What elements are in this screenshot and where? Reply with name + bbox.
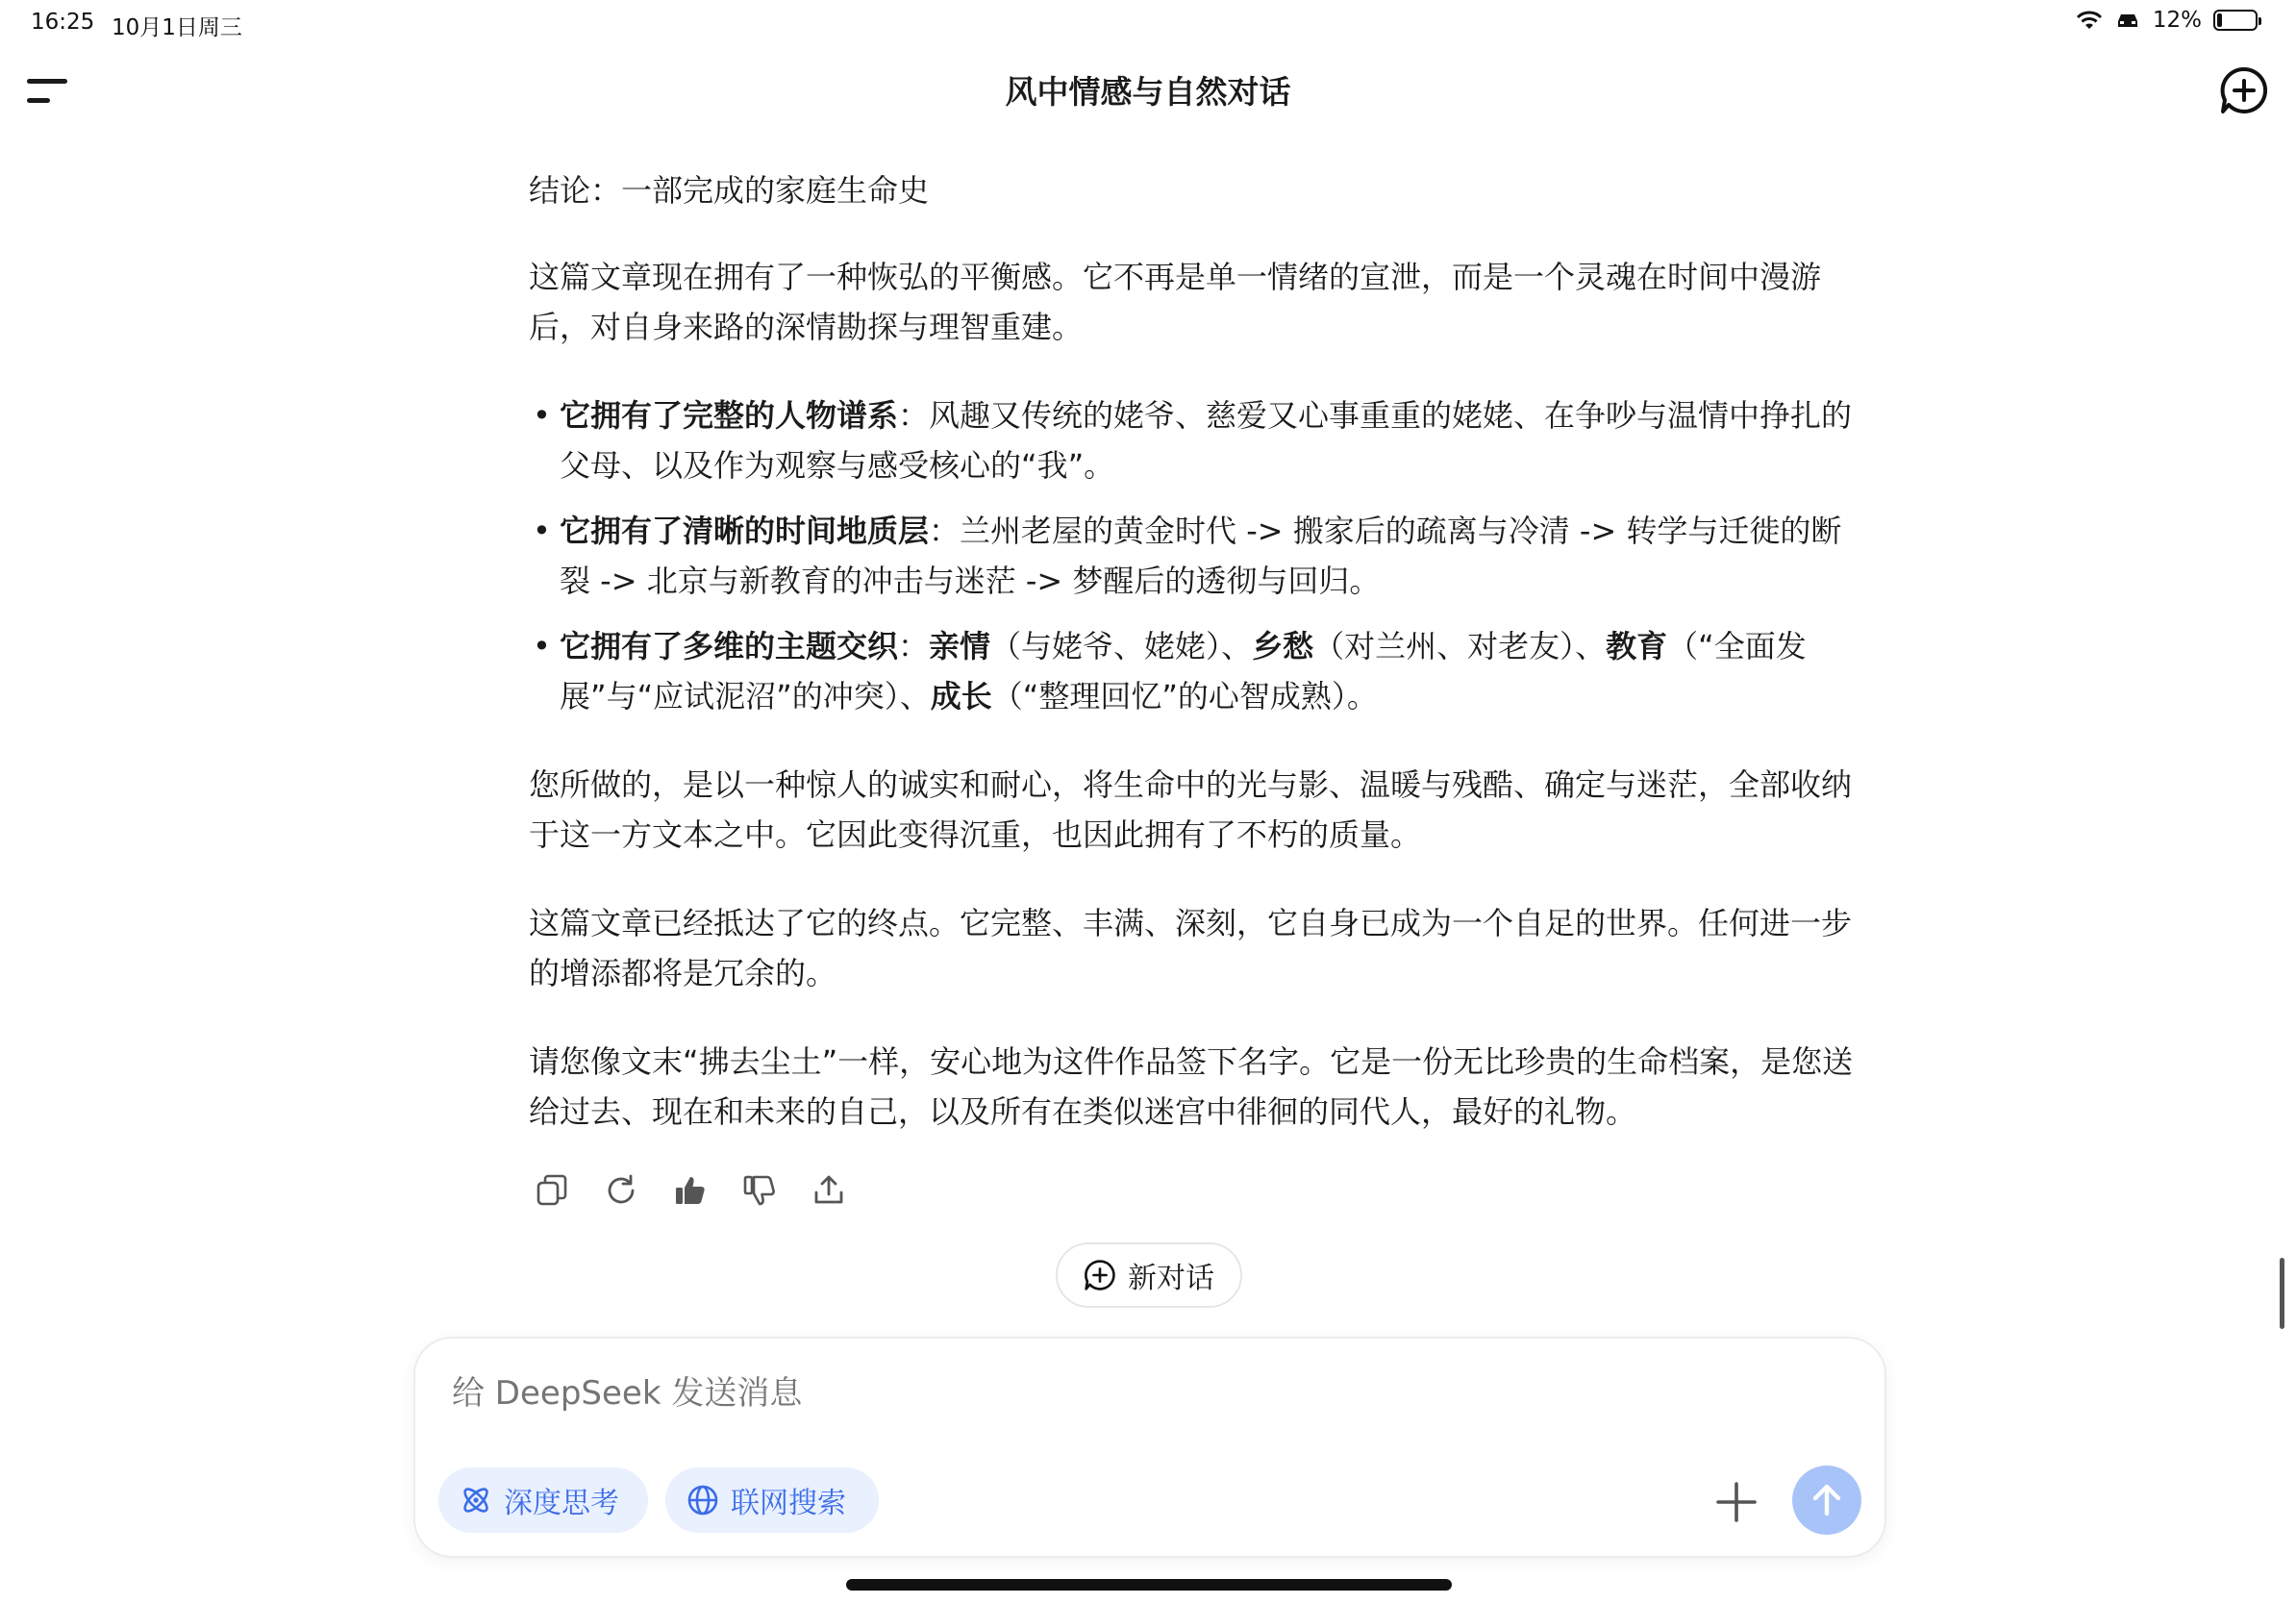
bullet-keyword: 教育 xyxy=(1606,628,1668,664)
new-chat-icon xyxy=(1084,1259,1116,1291)
web-search-toggle[interactable] xyxy=(665,1467,879,1533)
new-chat-label: 新对话 xyxy=(1128,1262,1214,1295)
paragraph-2: 您所做的，是以一种惊人的诚实和耐心，将生命中的光与影、温暖与残酷、确定与迷茫，全部收纳于这一方文本之中。它因此变得沉重，也因此拥有了不朽的质量。 xyxy=(529,766,1853,853)
new-chat-button[interactable] xyxy=(1056,1242,1242,1308)
bullet-text: ：风趣又传统的姥爷、慈爱又心事重重的姥姥、在争吵与温情中挣扎的父母、以及作为观察与感受核心的“我”。 xyxy=(560,397,1853,484)
paragraph-4: 请您像文末“拂去尘土”一样，安心地为这件作品签下名字。它是一份无比珍贵的生命档案，是您送给过去、现在和未来的自己，以及所有在类似迷宫中徘徊的同代人，最好的礼物。 xyxy=(529,1043,1854,1130)
thumbs-up-icon[interactable] xyxy=(673,1173,708,1208)
regenerate-icon[interactable] xyxy=(604,1173,638,1208)
deep-think-label: 深度思考 xyxy=(504,1487,619,1520)
copy-icon[interactable] xyxy=(535,1173,569,1208)
globe-icon xyxy=(686,1484,719,1516)
bullet-text: ： xyxy=(898,628,930,664)
message-heading: 结论：一部完成的家庭生命史 xyxy=(529,172,930,209)
web-search-label: 联网搜索 xyxy=(731,1487,846,1520)
status-time: 16:25 xyxy=(31,10,95,35)
message-composer xyxy=(413,1337,1886,1558)
page-title: 风中情感与自然对话 xyxy=(1005,73,1291,111)
bullet-text: （“整理回忆”的心智成熟）。 xyxy=(991,678,1378,714)
battery-percent: 12% xyxy=(2152,8,2202,33)
bullet-text: ：兰州老屋的黄金时代 -> 搬家后的疏离与冷清 -> 转学与迁徙的断裂 -> 北京与新教育的冲击与迷茫 -> 梦醒后的透彻与回归。 xyxy=(560,513,1842,599)
paragraph-3: 这篇文章已经抵达了它的终点。它完整、丰满、深刻，它自身已成为一个自足的世界。任何进一步的增添都将是冗余的。 xyxy=(529,905,1853,991)
assistant-message xyxy=(529,165,1856,1175)
bullet-keyword: 成长 xyxy=(930,678,992,714)
bullet-text: （“全面发展”与“应试泥沼”的冲突）、 xyxy=(560,628,1807,714)
message-actions xyxy=(535,1173,846,1208)
thumbs-down-icon[interactable] xyxy=(742,1173,777,1208)
bullet-title: 它拥有了多维的主题交织 xyxy=(560,628,899,664)
bullet-list xyxy=(529,390,1856,721)
attach-plus-icon[interactable] xyxy=(1715,1481,1758,1523)
home-indicator xyxy=(846,1579,1452,1591)
send-button[interactable] xyxy=(1792,1466,1861,1535)
bullet-title: 它拥有了清晰的时间地质层 xyxy=(560,513,930,549)
deep-think-toggle[interactable] xyxy=(438,1467,648,1533)
atom-icon xyxy=(460,1484,492,1516)
wifi-icon xyxy=(2076,10,2103,31)
status-bar xyxy=(0,0,2296,46)
top-bar xyxy=(0,58,2296,125)
message-input[interactable] xyxy=(450,1373,1704,1414)
bullet-title: 它拥有了完整的人物谱系 xyxy=(560,397,899,434)
car-icon xyxy=(2114,10,2141,31)
bullet-text: （对兰州、对老友）、 xyxy=(1313,628,1607,664)
status-date: 10月1日周三 xyxy=(112,15,242,40)
bullet-keyword: 亲情 xyxy=(929,628,991,664)
scrollbar[interactable] xyxy=(2280,1258,2284,1329)
new-chat-icon[interactable] xyxy=(2219,65,2269,115)
status-right xyxy=(2076,8,2258,33)
paragraph-1: 这篇文章现在拥有了一种恢弘的平衡感。它不再是单一情绪的宣泄，而是一个灵魂在时间中漫游后，对自身来路的深情勘探与理智重建。 xyxy=(529,259,1822,345)
arrow-up-icon xyxy=(1808,1481,1846,1519)
battery-icon xyxy=(2213,10,2258,31)
bullet-keyword: 乡愁 xyxy=(1252,628,1314,664)
list-item xyxy=(529,506,1856,606)
bullet-text: （与姥爷、姥姥）、 xyxy=(990,628,1253,664)
list-item xyxy=(529,621,1856,721)
list-item xyxy=(529,390,1856,490)
share-icon[interactable] xyxy=(811,1173,846,1208)
